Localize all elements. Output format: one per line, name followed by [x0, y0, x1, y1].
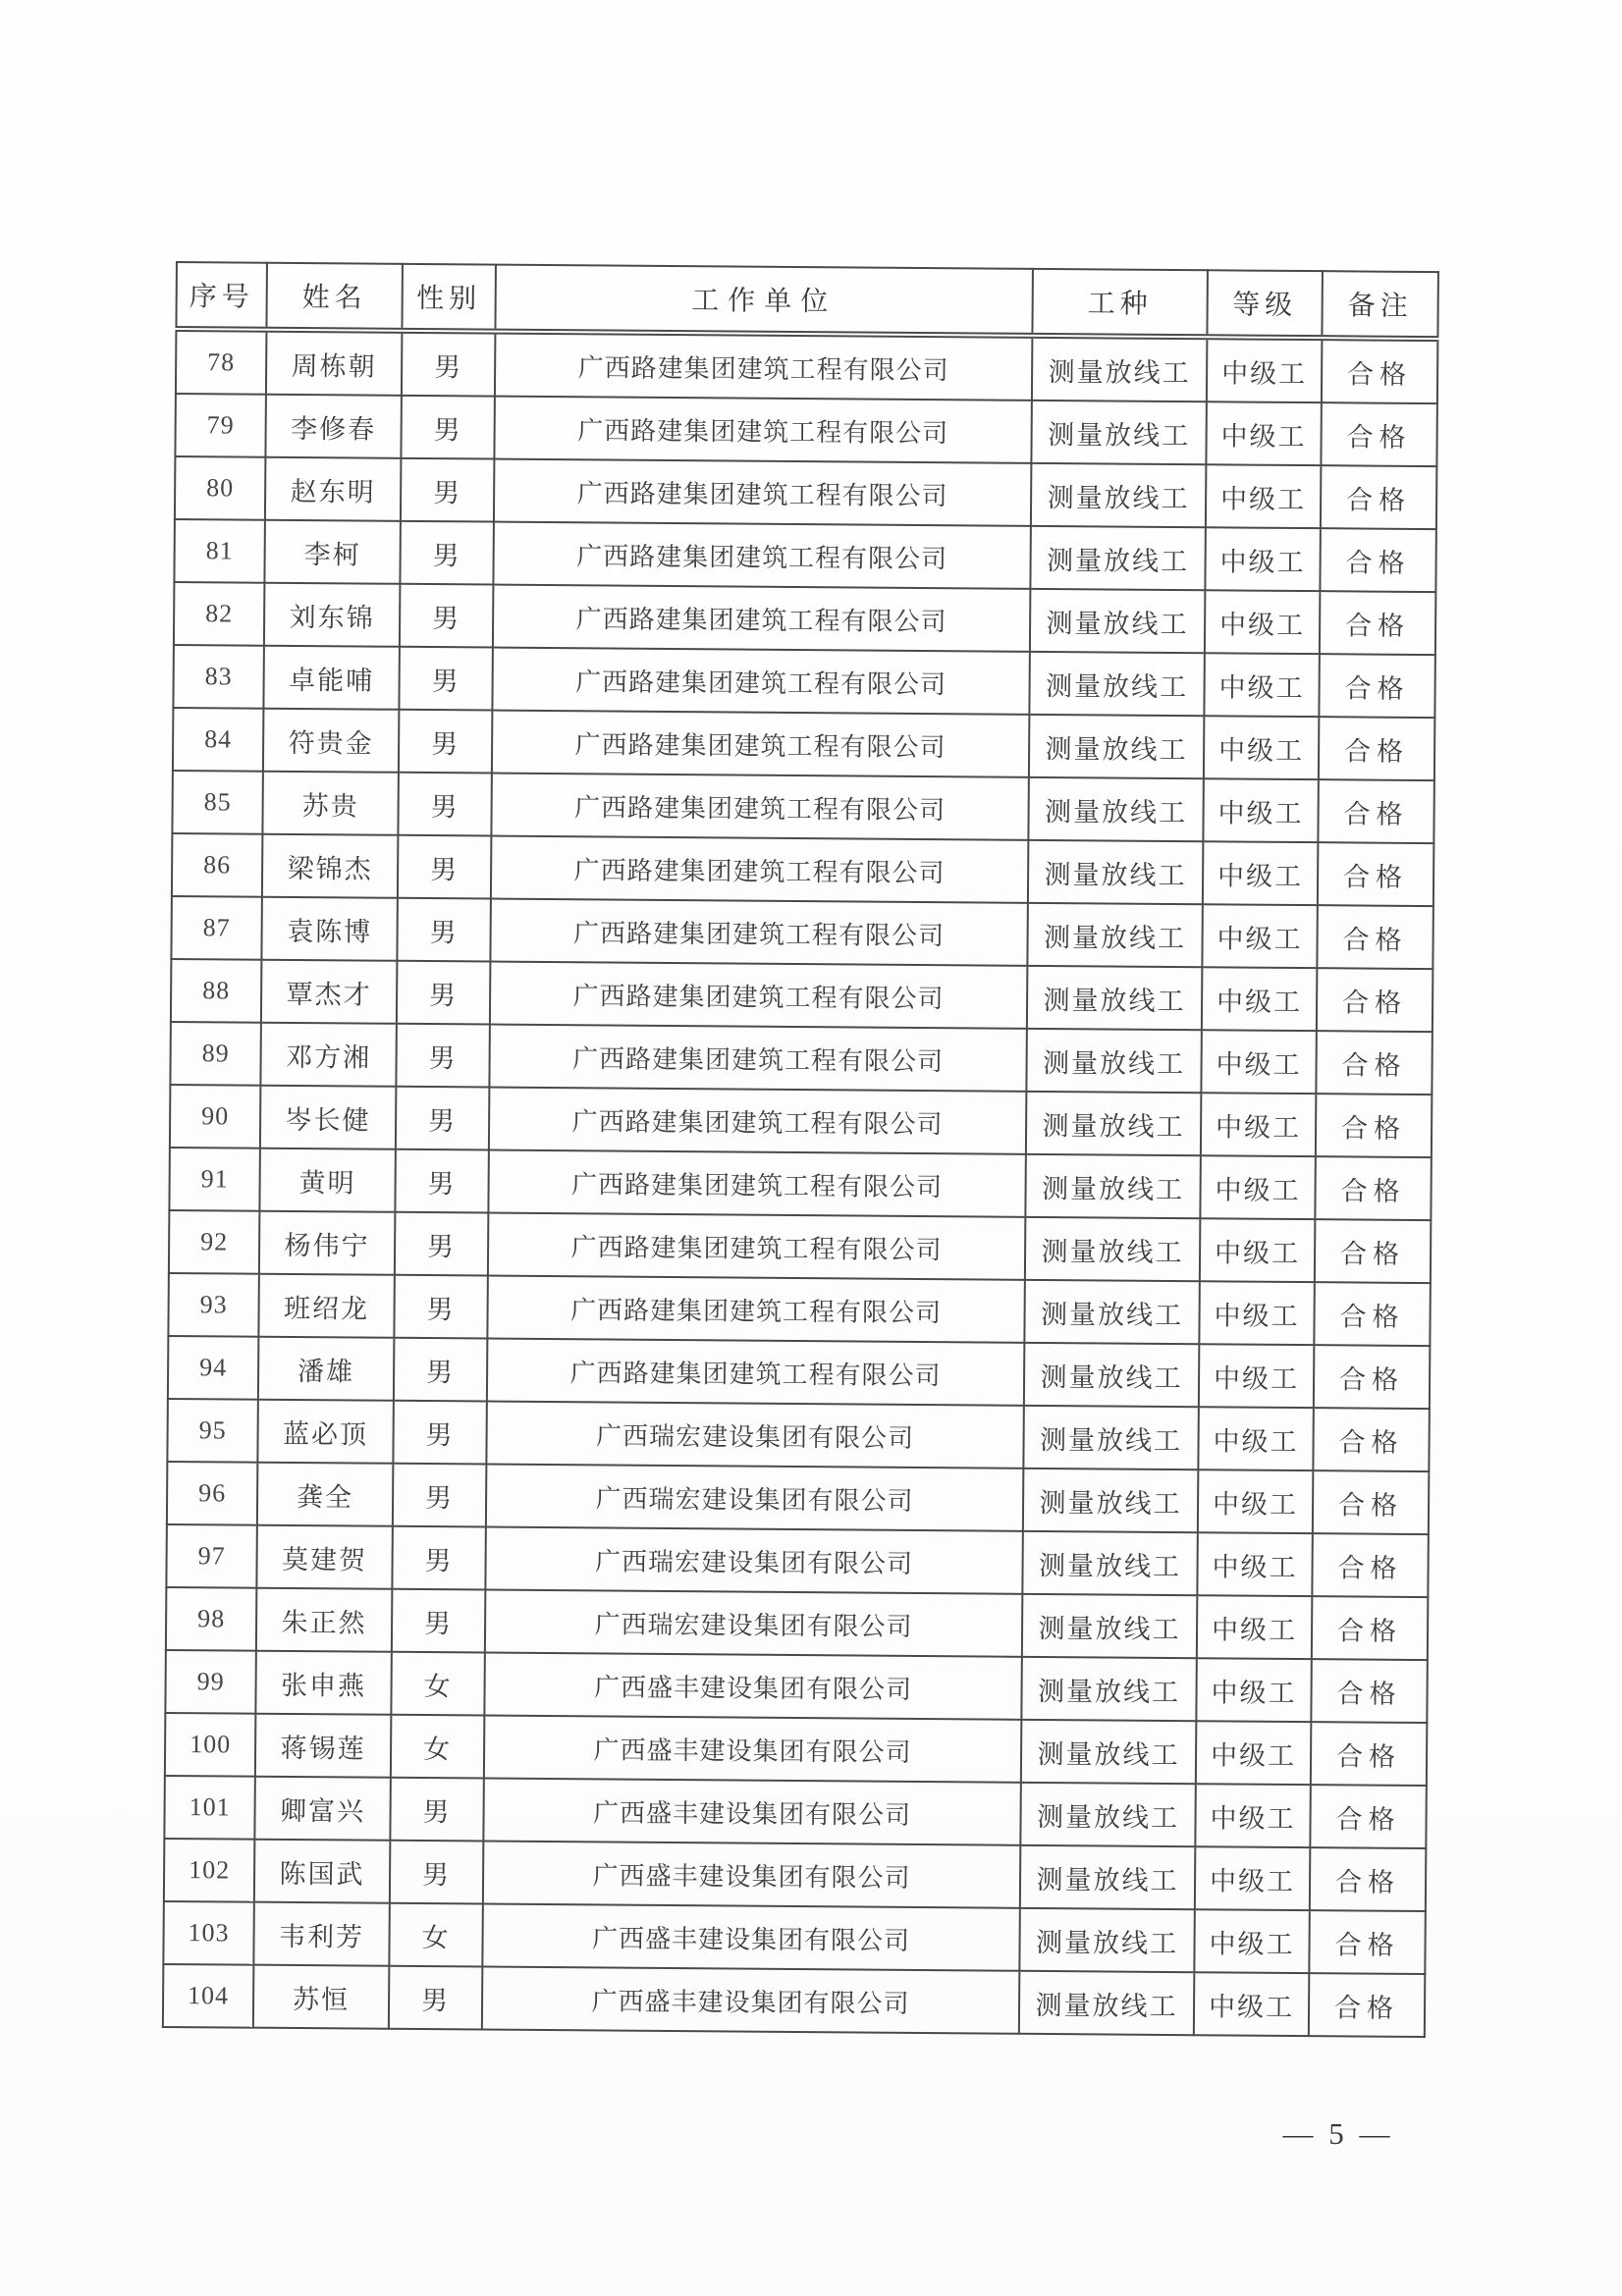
cell-remark: 合格	[1322, 338, 1438, 403]
cell-trade: 测量放线工	[1021, 1720, 1196, 1784]
cell-gender: 男	[400, 584, 493, 648]
cell-gender: 男	[399, 710, 492, 774]
cell-remark: 合格	[1315, 1219, 1431, 1283]
cell-remark: 合格	[1316, 1031, 1432, 1095]
cell-gender: 男	[393, 1401, 486, 1465]
cell-gender: 男	[389, 1966, 482, 2030]
cell-trade: 测量放线工	[1022, 1594, 1197, 1658]
cell-trade: 测量放线工	[1030, 589, 1205, 653]
cell-remark: 合格	[1309, 1910, 1425, 1974]
cell-level: 中级工	[1199, 1344, 1314, 1408]
cell-trade: 测量放线工	[1024, 1280, 1199, 1344]
cell-index: 87	[171, 896, 261, 960]
cell-remark: 合格	[1320, 528, 1435, 592]
table-row	[170, 1085, 1432, 1157]
cell-level: 中级工	[1196, 1721, 1311, 1785]
table-row	[174, 582, 1435, 655]
cell-unit: 广西路建集团建筑工程有限公司	[489, 1025, 1026, 1092]
cell-name: 卿富兴	[254, 1777, 390, 1841]
cell-index: 94	[168, 1336, 258, 1400]
cell-gender: 男	[390, 1841, 483, 1904]
table-row	[169, 1210, 1431, 1283]
cell-remark: 合格	[1321, 465, 1436, 529]
cell-remark: 合格	[1318, 842, 1433, 906]
table-row	[168, 1336, 1430, 1409]
cell-unit: 广西瑞宏建设集团有限公司	[485, 1527, 1022, 1594]
cell-index: 81	[174, 519, 264, 583]
cell-level: 中级工	[1202, 967, 1317, 1031]
cell-name: 黄明	[259, 1148, 395, 1212]
cell-trade: 测量放线工	[1030, 526, 1205, 590]
table-row	[173, 708, 1434, 780]
cell-remark: 合格	[1319, 717, 1434, 780]
cell-index: 89	[170, 1022, 260, 1086]
cell-trade: 测量放线工	[1020, 1845, 1195, 1909]
cell-gender: 男	[394, 1275, 487, 1339]
cell-level: 中级工	[1204, 653, 1319, 717]
cell-remark: 合格	[1313, 1408, 1429, 1471]
cell-unit: 广西路建集团建筑工程有限公司	[494, 459, 1031, 526]
cell-index: 97	[166, 1524, 256, 1588]
cell-index: 103	[163, 1901, 253, 1965]
cell-level: 中级工	[1205, 527, 1320, 591]
cell-unit: 广西路建集团建筑工程有限公司	[491, 774, 1028, 840]
cell-unit: 广西路建集团建筑工程有限公司	[493, 585, 1030, 652]
cell-level: 中级工	[1201, 1093, 1316, 1156]
cell-index: 91	[169, 1148, 259, 1211]
cell-gender: 男	[398, 835, 491, 899]
table-row	[171, 959, 1433, 1032]
cell-index: 95	[167, 1399, 257, 1463]
cell-unit: 广西瑞宏建设集团有限公司	[486, 1465, 1023, 1531]
column-header-remark: 备注	[1322, 271, 1438, 339]
table-row	[167, 1462, 1429, 1534]
cell-level: 中级工	[1200, 1218, 1315, 1282]
cell-gender: 男	[397, 961, 490, 1025]
cell-trade: 测量放线工	[1032, 336, 1208, 401]
cell-trade: 测量放线工	[1029, 652, 1204, 716]
cell-unit: 广西路建集团建筑工程有限公司	[489, 1088, 1026, 1154]
table-body	[163, 329, 1438, 2037]
cell-name: 袁陈博	[261, 897, 397, 961]
cell-remark: 合格	[1317, 905, 1433, 969]
cell-name: 刘东锦	[264, 583, 400, 647]
cell-name: 班绍龙	[258, 1274, 394, 1338]
table-row	[174, 519, 1435, 592]
cell-remark: 合格	[1311, 1659, 1427, 1723]
cell-index: 85	[172, 771, 262, 834]
cell-name: 朱正然	[256, 1588, 392, 1652]
cell-remark: 合格	[1312, 1533, 1428, 1597]
table-row	[172, 833, 1433, 906]
table-row	[163, 1964, 1425, 2037]
cell-index: 98	[166, 1587, 256, 1651]
cell-remark: 合格	[1318, 779, 1433, 843]
cell-remark: 合格	[1311, 1722, 1427, 1786]
cell-index: 92	[169, 1210, 259, 1274]
cell-gender: 男	[392, 1526, 485, 1590]
cell-level: 中级工	[1200, 1155, 1315, 1219]
cell-name: 邓方湘	[260, 1023, 396, 1087]
cell-unit: 广西路建集团建筑工程有限公司	[495, 332, 1033, 400]
cell-trade: 测量放线工	[1019, 1971, 1194, 2035]
cell-trade: 测量放线工	[1022, 1531, 1197, 1595]
table-row	[165, 1713, 1427, 1786]
cell-remark: 合格	[1320, 591, 1435, 655]
cell-trade: 测量放线工	[1024, 1343, 1199, 1407]
column-header-level: 等级	[1207, 270, 1323, 338]
cell-index: 88	[171, 959, 261, 1023]
cell-name: 梁锦杰	[262, 834, 398, 898]
cell-remark: 合格	[1313, 1470, 1429, 1534]
cell-gender: 男	[399, 647, 492, 711]
cell-name: 苏贵	[262, 772, 398, 835]
cell-level: 中级工	[1196, 1658, 1311, 1722]
cell-level: 中级工	[1205, 590, 1320, 654]
cell-trade: 测量放线工	[1023, 1468, 1198, 1532]
cell-name: 潘雄	[258, 1337, 394, 1401]
table-row	[175, 456, 1436, 529]
cell-trade: 测量放线工	[1025, 1154, 1200, 1218]
table-row	[176, 329, 1437, 403]
cell-unit: 广西路建集团建筑工程有限公司	[490, 899, 1027, 966]
cell-name: 蒋锡莲	[255, 1714, 391, 1778]
cell-unit: 广西盛丰建设集团有限公司	[484, 1716, 1021, 1783]
cell-level: 中级工	[1202, 904, 1317, 968]
cell-unit: 广西路建集团建筑工程有限公司	[491, 836, 1028, 903]
cell-remark: 合格	[1309, 1973, 1425, 2037]
cell-trade: 测量放线工	[1028, 777, 1203, 841]
cell-name: 周栋朝	[266, 330, 403, 396]
cell-trade: 测量放线工	[1029, 715, 1204, 778]
cell-gender: 女	[389, 1903, 482, 1967]
cell-gender: 男	[392, 1589, 485, 1653]
cell-gender: 男	[394, 1338, 487, 1402]
cell-name: 符贵金	[263, 709, 399, 773]
cell-gender: 女	[391, 1652, 484, 1716]
cell-index: 102	[164, 1839, 254, 1902]
cell-index: 82	[174, 582, 264, 646]
cell-trade: 测量放线工	[1020, 1783, 1195, 1846]
cell-index: 100	[165, 1713, 255, 1777]
cell-gender: 男	[398, 773, 491, 836]
cell-name: 张申燕	[255, 1651, 391, 1715]
table-row	[168, 1273, 1430, 1346]
cell-level: 中级工	[1206, 464, 1321, 528]
table-row	[164, 1839, 1426, 1911]
cell-name: 卓能哺	[263, 646, 399, 710]
cell-index: 101	[164, 1776, 254, 1840]
table-row	[164, 1776, 1426, 1848]
cell-level: 中级工	[1198, 1407, 1313, 1470]
cell-trade: 测量放线工	[1031, 463, 1206, 527]
cell-index: 86	[172, 833, 262, 897]
cell-index: 90	[170, 1085, 260, 1148]
cell-remark: 合格	[1312, 1596, 1428, 1660]
cell-unit: 广西瑞宏建设集团有限公司	[486, 1402, 1023, 1468]
cell-index: 83	[173, 645, 263, 709]
cell-level: 中级工	[1194, 1909, 1309, 1973]
cell-unit: 广西路建集团建筑工程有限公司	[494, 397, 1031, 463]
column-header-trade: 工种	[1032, 269, 1208, 337]
cell-remark: 合格	[1316, 1094, 1432, 1157]
cell-remark: 合格	[1314, 1345, 1430, 1409]
cell-unit: 广西路建集团建筑工程有限公司	[487, 1339, 1024, 1406]
cell-index: 93	[168, 1273, 258, 1337]
cell-unit: 广西路建集团建筑工程有限公司	[487, 1276, 1024, 1343]
cell-name: 赵东明	[265, 457, 401, 521]
cell-level: 中级工	[1195, 1784, 1310, 1847]
cell-remark: 合格	[1310, 1847, 1426, 1911]
cell-gender: 男	[395, 1149, 488, 1213]
cell-remark: 合格	[1310, 1785, 1426, 1848]
cell-level: 中级工	[1203, 778, 1318, 842]
column-header-index: 序号	[176, 262, 267, 330]
cell-name: 苏恒	[253, 1965, 389, 2029]
cell-level: 中级工	[1201, 1030, 1316, 1094]
cell-trade: 测量放线工	[1026, 1029, 1201, 1093]
certification-roster-table	[162, 261, 1439, 2038]
cell-level: 中级工	[1198, 1469, 1313, 1533]
table-row	[169, 1148, 1431, 1220]
cell-trade: 测量放线工	[1028, 840, 1203, 904]
cell-unit: 广西路建集团建筑工程有限公司	[490, 962, 1027, 1029]
roster-table-container	[162, 261, 1437, 2038]
cell-unit: 广西盛丰建设集团有限公司	[482, 1967, 1019, 2034]
cell-name: 覃杰才	[261, 960, 397, 1024]
cell-index: 96	[167, 1462, 257, 1525]
cell-remark: 合格	[1321, 402, 1436, 466]
column-header-work-unit: 工作单位	[495, 265, 1033, 336]
cell-unit: 广西盛丰建设集团有限公司	[482, 1904, 1019, 1971]
table-row	[166, 1587, 1428, 1660]
table-row	[172, 771, 1433, 843]
cell-gender: 男	[401, 396, 494, 459]
table-row	[171, 896, 1433, 969]
column-header-name: 姓名	[266, 263, 403, 331]
cell-remark: 合格	[1319, 654, 1434, 718]
cell-name: 李柯	[264, 520, 400, 584]
cell-gender: 男	[400, 521, 493, 585]
cell-unit: 广西路建集团建筑工程有限公司	[493, 522, 1030, 589]
cell-level: 中级工	[1195, 1846, 1310, 1910]
table-row	[173, 645, 1434, 718]
cell-trade: 测量放线工	[1031, 400, 1206, 464]
cell-index: 79	[175, 394, 265, 457]
cell-unit: 广西盛丰建设集团有限公司	[483, 1779, 1020, 1845]
cell-unit: 广西盛丰建设集团有限公司	[484, 1653, 1021, 1720]
cell-unit: 广西路建集团建筑工程有限公司	[492, 648, 1029, 715]
cell-level: 中级工	[1207, 337, 1323, 402]
cell-remark: 合格	[1317, 968, 1433, 1032]
cell-index: 78	[176, 329, 267, 395]
page-number: — 5 —	[1282, 2116, 1394, 2151]
cell-name: 岑长健	[260, 1086, 396, 1149]
cell-trade: 测量放线工	[1027, 903, 1202, 967]
cell-level: 中级工	[1199, 1281, 1314, 1345]
table-row	[167, 1399, 1429, 1471]
cell-level: 中级工	[1203, 841, 1318, 905]
table-row	[175, 394, 1436, 466]
cell-unit: 广西路建集团建筑工程有限公司	[492, 711, 1029, 777]
table-header-row	[176, 262, 1437, 339]
cell-level: 中级工	[1206, 401, 1321, 465]
cell-name: 韦利芳	[253, 1902, 389, 1966]
cell-unit: 广西盛丰建设集团有限公司	[483, 1842, 1020, 1908]
cell-unit: 广西瑞宏建设集团有限公司	[485, 1590, 1022, 1657]
cell-unit: 广西路建集团建筑工程有限公司	[488, 1150, 1025, 1217]
cell-level: 中级工	[1204, 716, 1319, 779]
cell-index: 104	[163, 1964, 253, 2028]
cell-trade: 测量放线工	[1026, 1092, 1201, 1155]
cell-name: 李修春	[265, 395, 401, 458]
cell-index: 99	[165, 1650, 255, 1714]
table-row	[163, 1901, 1425, 1974]
cell-unit: 广西路建集团建筑工程有限公司	[488, 1213, 1025, 1280]
cell-remark: 合格	[1315, 1156, 1431, 1220]
cell-level: 中级工	[1197, 1532, 1312, 1596]
cell-trade: 测量放线工	[1021, 1657, 1196, 1721]
cell-level: 中级工	[1194, 1972, 1309, 2036]
cell-gender: 男	[397, 898, 490, 962]
cell-index: 84	[173, 708, 263, 772]
cell-gender: 男	[402, 331, 496, 397]
cell-gender: 男	[396, 1087, 489, 1150]
cell-gender: 女	[391, 1715, 484, 1779]
cell-trade: 测量放线工	[1025, 1217, 1200, 1281]
table-row	[165, 1650, 1427, 1723]
cell-gender: 男	[395, 1212, 488, 1276]
cell-gender: 男	[393, 1464, 486, 1527]
cell-name: 陈国武	[254, 1840, 390, 1903]
cell-name: 龚全	[257, 1463, 393, 1526]
column-header-gender: 性别	[402, 264, 496, 332]
cell-gender: 男	[396, 1024, 489, 1088]
cell-name: 莫建贺	[256, 1525, 392, 1589]
table-row	[166, 1524, 1428, 1597]
cell-name: 蓝必顶	[257, 1400, 393, 1464]
cell-level: 中级工	[1197, 1595, 1312, 1659]
cell-trade: 测量放线工	[1023, 1406, 1198, 1469]
table-row	[170, 1022, 1432, 1095]
cell-trade: 测量放线工	[1027, 966, 1202, 1030]
cell-name: 杨伟宁	[259, 1211, 395, 1275]
cell-gender: 男	[401, 458, 494, 522]
cell-remark: 合格	[1314, 1282, 1430, 1346]
cell-trade: 测量放线工	[1019, 1908, 1194, 1972]
cell-gender: 男	[390, 1778, 483, 1842]
cell-index: 80	[175, 456, 265, 520]
